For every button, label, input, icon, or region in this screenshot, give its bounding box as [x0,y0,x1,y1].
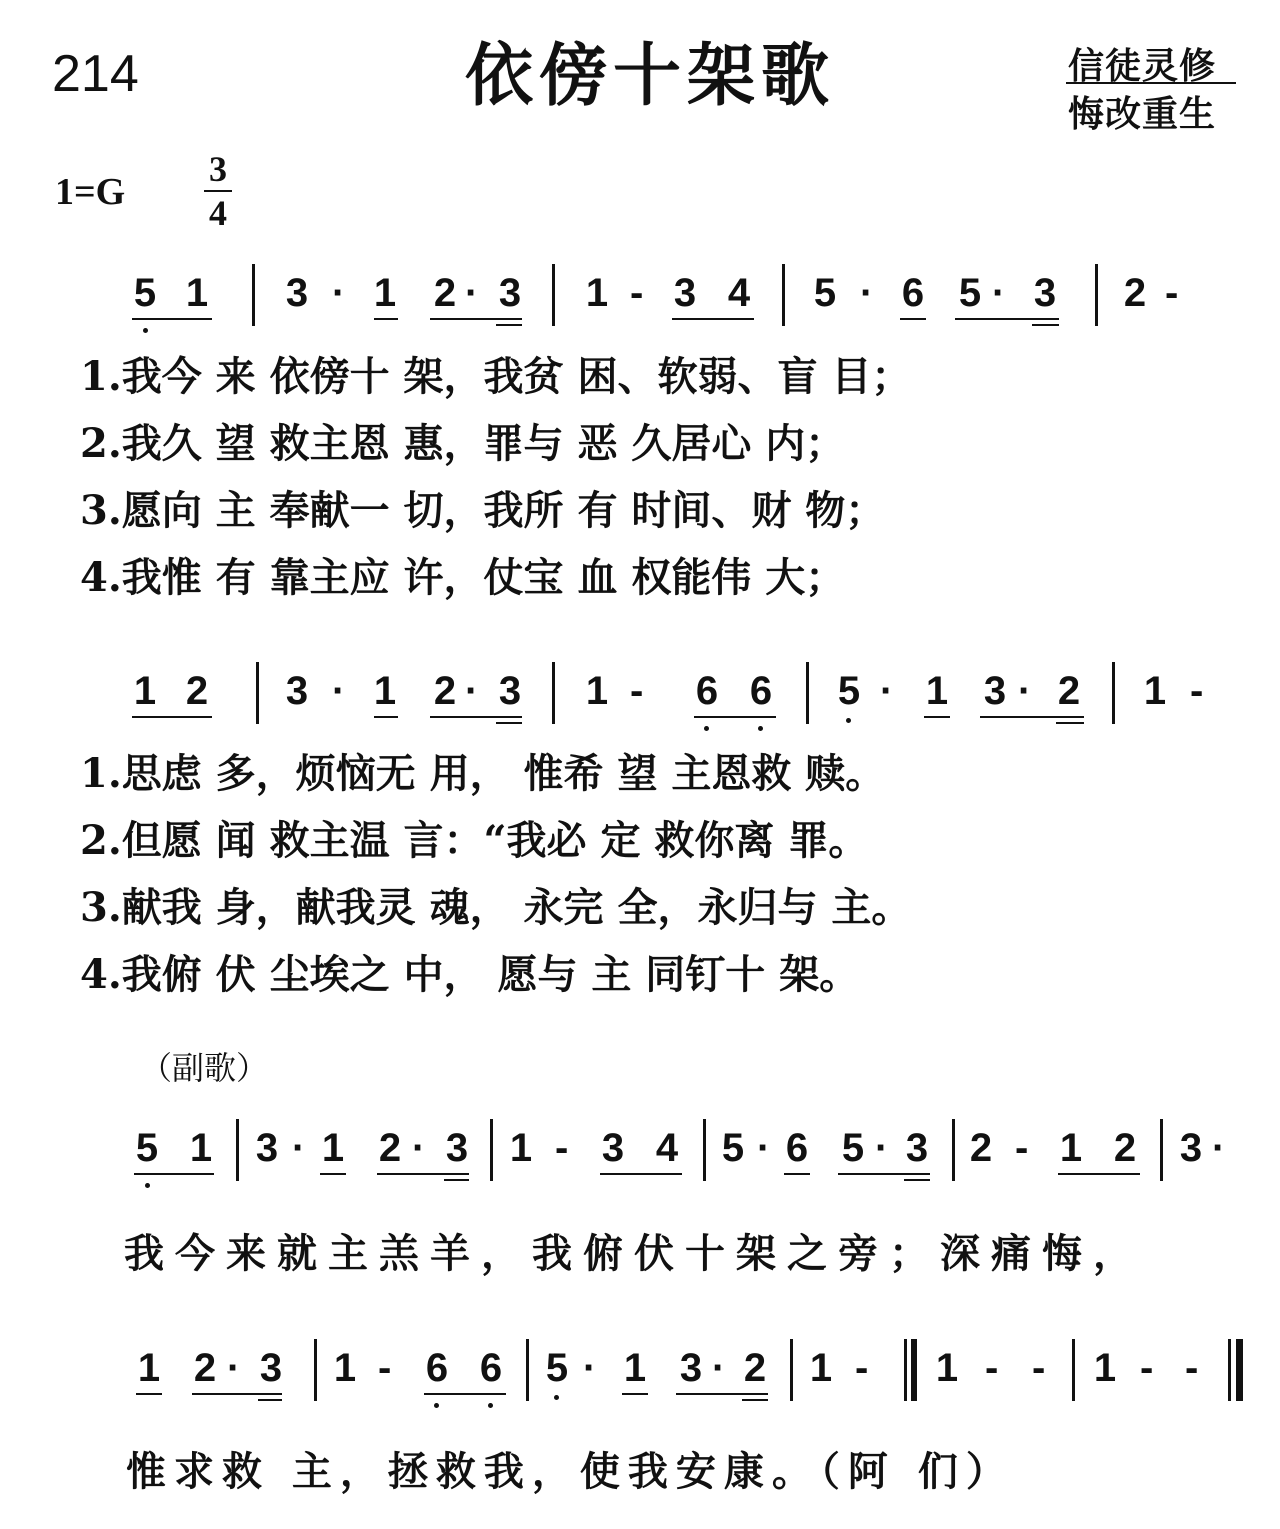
note: 1 [623,1346,647,1390]
note: 3 [445,1126,469,1170]
note-dash: - [1140,1346,1154,1390]
note-dot: · [465,669,479,713]
verse-2-line-1: 2.我久 望 救主恩 惠，罪与 恶 久居心 内； [80,420,846,467]
note-dot: · [1212,1126,1226,1170]
barline [1112,662,1115,724]
note: 3 [1179,1126,1203,1170]
note-dot: · [757,1126,771,1170]
note: 3 [259,1346,283,1390]
note: 3 [601,1126,625,1170]
final-barline-thick [1236,1339,1243,1401]
barline [952,1119,955,1181]
note: 2 [193,1346,217,1390]
note: 2 [1057,669,1081,713]
note: 1 [585,271,609,315]
note: 3 [498,271,522,315]
verse-1-line-2: 1.思虑 多，烦恼无 用， 惟希 望 主恩救 赎。 [80,750,886,797]
note-dot: · [292,1126,306,1170]
note: 6 [749,669,773,713]
note-dot: · [875,1126,889,1170]
chorus-lyric-line-2: 惟求救 主，拯救我，使我安康。（阿 们） [126,1448,1014,1495]
note: 3 [285,669,309,713]
note: 5 [837,669,861,713]
note: 2 [743,1346,767,1390]
note-dot: · [880,669,894,713]
note-dot: · [860,271,874,315]
verse-2-line-2: 2.但愿 闻 救主温 言：“我必 定 救你离 罪。 [80,817,869,864]
verse-4-line-1: 4.我惟 有 靠主应 许，仗宝 血 权能伟 大； [80,554,846,601]
barline [782,264,785,326]
note: 3 [255,1126,279,1170]
note: 2 [433,669,457,713]
barline [806,662,809,724]
time-signature-bottom: 4 [209,193,227,233]
note: 5 [841,1126,865,1170]
barline [314,1339,317,1401]
subject-category-1: 信徒灵修 [1068,45,1217,87]
note: 3 [1033,271,1057,315]
note: 2 [1113,1126,1137,1170]
note: 1 [1093,1346,1117,1390]
note: 5 [135,1126,159,1170]
subject-divider [1066,82,1236,84]
barline [552,662,555,724]
staff-line-4 [0,1345,1280,1405]
note-dot: · [412,1126,426,1170]
note: 1 [1143,669,1167,713]
note-dash: - [630,669,644,713]
note-dash: - [378,1346,392,1390]
note: 1 [137,1346,161,1390]
note: 5 [545,1346,569,1390]
note: 1 [333,1346,357,1390]
barline [1160,1119,1163,1181]
note: 3 [905,1126,929,1170]
note: 3 [285,271,309,315]
barline [236,1119,239,1181]
note-dash: - [1015,1126,1029,1170]
key-signature: 1=G [55,171,126,213]
note: 1 [509,1126,533,1170]
note-dot: · [583,1346,597,1390]
note: 3 [983,669,1007,713]
note-dot: · [227,1346,241,1390]
note: 2 [185,669,209,713]
barline [790,1339,793,1401]
note: 1 [925,669,949,713]
note: 1 [809,1346,833,1390]
note: 5 [958,271,982,315]
note: 5 [721,1126,745,1170]
subject-category-2: 悔改重生 [1068,93,1217,135]
note: 3 [498,669,522,713]
staff-line-3 [0,1125,1280,1185]
note: 2 [378,1126,402,1170]
note: 3 [679,1346,703,1390]
chorus-label: （副歌） [140,1049,269,1087]
barline [526,1339,529,1401]
final-barline [1228,1339,1231,1401]
chorus-lyric-line-1: 我今来就主羔羊，我俯伏十架之旁；深痛悔， [124,1230,1144,1277]
barline [552,264,555,326]
note: 6 [901,271,925,315]
note: 4 [655,1126,679,1170]
note: 5 [813,271,837,315]
note: 6 [479,1346,503,1390]
time-signature-top: 3 [209,149,227,189]
note-dot: · [992,271,1006,315]
note-dash: - [630,271,644,315]
note-dot: · [712,1346,726,1390]
verse-3-line-2: 3.献我 身，献我灵 魂， 永完 全，永归与 主。 [80,884,912,931]
note: 2 [433,271,457,315]
note-dash: - [985,1346,999,1390]
staff-line-2 [0,668,1280,728]
note-dot: · [465,271,479,315]
note-dot: · [332,271,346,315]
hymn-title: 依傍十架歌 [465,36,836,116]
staff-line-1 [0,270,1280,330]
hymn-number: 214 [52,45,139,103]
note: 1 [373,271,397,315]
note: 1 [373,669,397,713]
note: 5 [133,271,157,315]
note-dash: - [1165,271,1179,315]
note: 2 [1123,271,1147,315]
note-dash: - [555,1126,569,1170]
note: 6 [425,1346,449,1390]
note: 1 [185,271,209,315]
note: 1 [585,669,609,713]
note-dash: - [1185,1346,1199,1390]
note: 1 [133,669,157,713]
note: 3 [673,271,697,315]
note: 6 [695,669,719,713]
time-signature [198,148,238,234]
barline [256,662,259,724]
double-barline-thick [911,1339,917,1401]
note-dash: - [1032,1346,1046,1390]
verse-4-line-2: 4.我俯 伏 尘埃之 中， 愿与 主 同钉十 架。 [80,951,860,998]
note-dot: · [1018,669,1032,713]
note-dash: - [1190,669,1204,713]
note-dash: - [855,1346,869,1390]
barline [1072,1339,1075,1401]
double-barline [904,1339,907,1401]
verse-1-line-1: 1.我今 来 依傍十 架，我贫 困、软弱、盲 目； [80,353,912,400]
note: 1 [189,1126,213,1170]
note-dot: · [332,669,346,713]
verse-3-line-1: 3.愿向 主 奉献一 切，我所 有 时间、财 物； [80,487,886,534]
note: 1 [321,1126,345,1170]
note: 2 [969,1126,993,1170]
note: 1 [1059,1126,1083,1170]
barline [252,264,255,326]
barline [490,1119,493,1181]
note: 6 [785,1126,809,1170]
barline [703,1119,706,1181]
note: 4 [727,271,751,315]
barline [1095,264,1098,326]
note: 1 [935,1346,959,1390]
